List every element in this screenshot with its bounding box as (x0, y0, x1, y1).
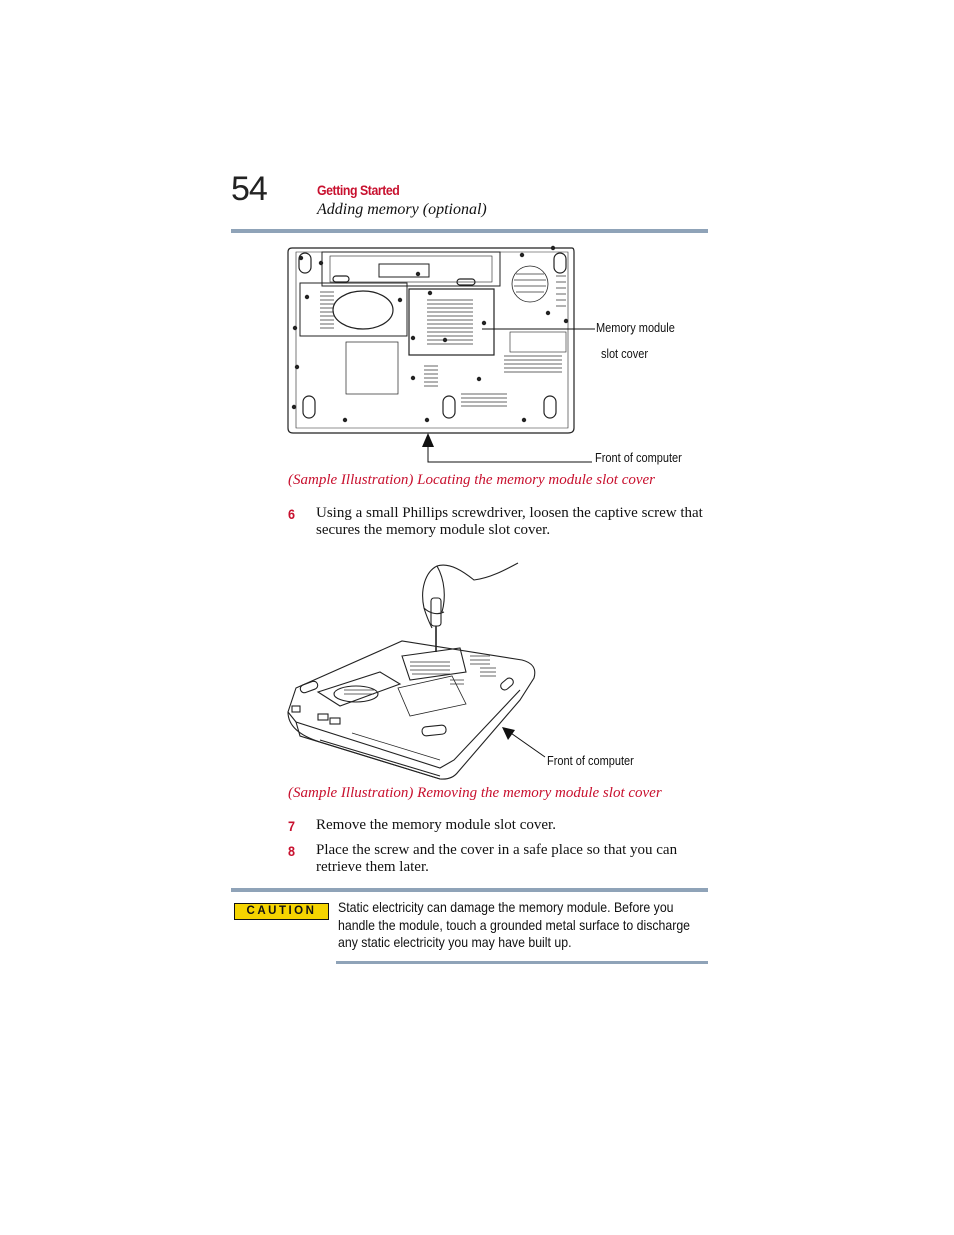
callout-front-of-computer-1: Front of computer (595, 451, 682, 465)
caution-bottom-rule (336, 961, 708, 964)
step-number-7: 7 (288, 818, 296, 834)
figure1-caption: (Sample Illustration) Locating the memory module slot cover (288, 472, 656, 488)
page-number: 54 (231, 170, 267, 208)
chapter-title: Getting Started (317, 182, 400, 198)
caution-text: Static electricity can damage the memory module. Before you handle the module, touch a grounded metal surface to discharge any static electricity you may have built up. (338, 899, 691, 950)
callout-memory-slot-cover-line1: Memory module (596, 321, 675, 335)
step-text-8: Place the screw and the cover in a safe place so that you can retrieve them later. (316, 842, 678, 875)
figure2-caption: (Sample Illustration) Removing the memory module slot cover (288, 785, 662, 801)
step-text-6: Using a small Phillips screwdriver, loosen the captive screw that secures the memory module slot cover. (316, 505, 703, 538)
callout-front-of-computer-2: Front of computer (547, 754, 634, 768)
caution-top-rule (231, 888, 708, 892)
step-number-6: 6 (288, 506, 296, 522)
caution-badge: CAUTION (234, 903, 329, 920)
callout-memory-slot-cover-line2: slot cover (601, 347, 649, 361)
step-text-7: Remove the memory module slot cover. (316, 817, 556, 833)
step-number-8: 8 (288, 843, 296, 859)
section-title: Adding memory (optional) (317, 201, 487, 218)
